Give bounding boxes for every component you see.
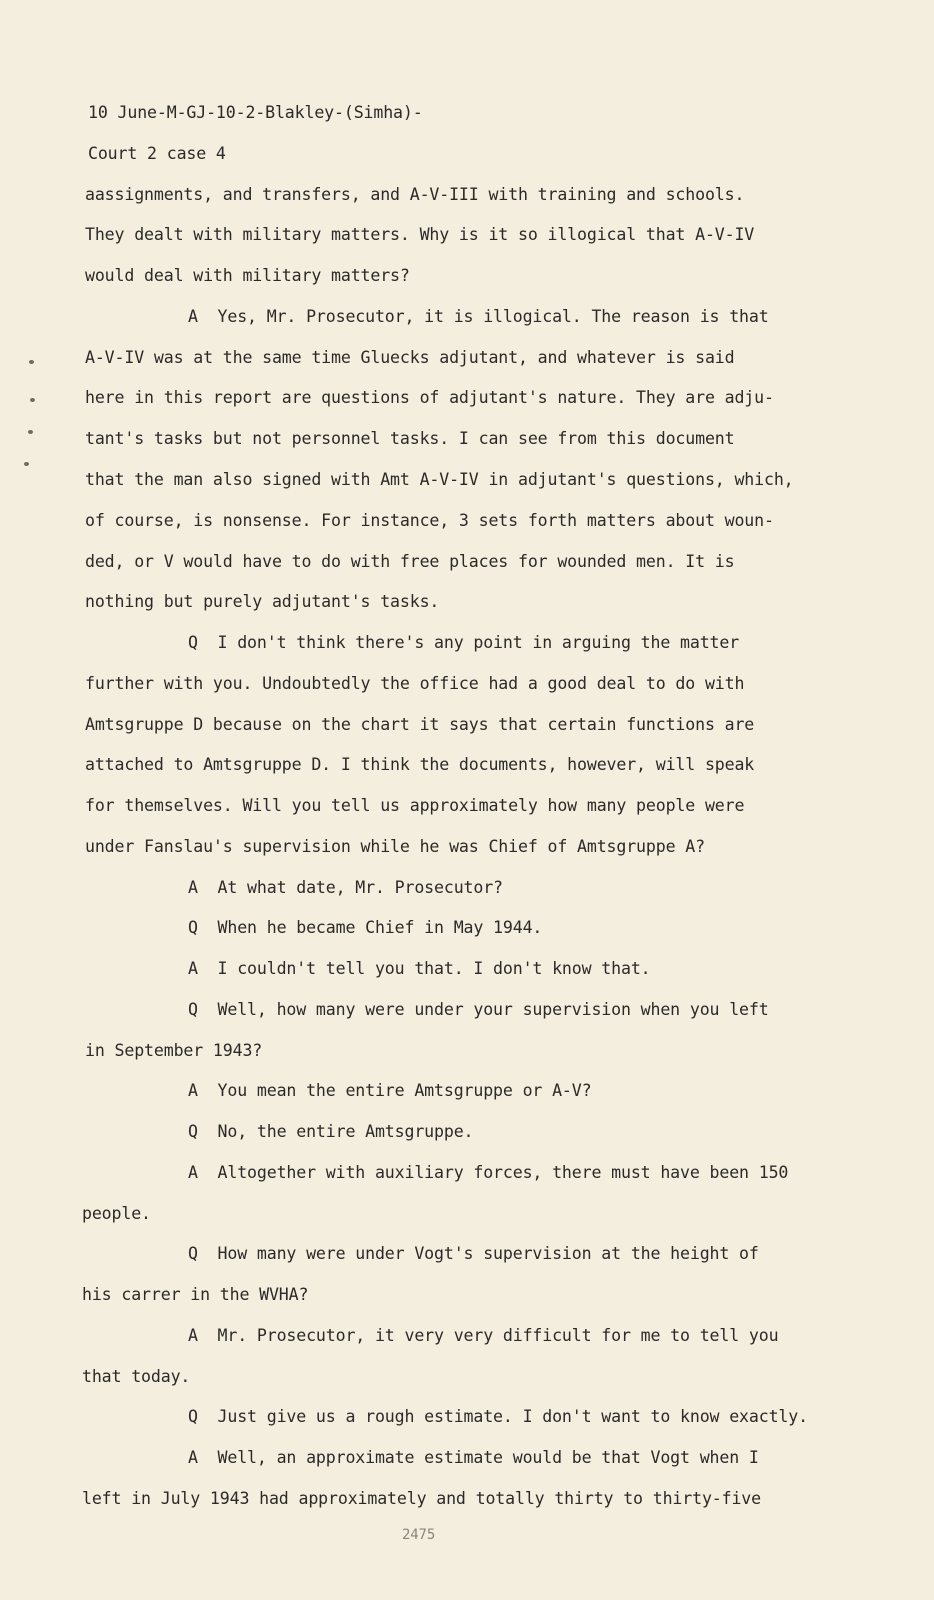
text-line: A I couldn't tell you that. I don't know that. (188, 959, 651, 978)
text-line: people. (82, 1204, 151, 1223)
punch-hole-mark (24, 462, 29, 466)
text-line: in September 1943? (85, 1041, 263, 1060)
text-line: A Yes, Mr. Prosecutor, it is illogical. The reason is that (188, 307, 769, 326)
text-line: attached to Amtsgruppe D. I think the documents, however, will speak (85, 755, 755, 774)
text-line: aassignments, and transfers, and A-V-III with training and schools. (85, 185, 745, 204)
page-number: 2475 (402, 1527, 436, 1543)
text-line: Q No, the entire Amtsgruppe. (188, 1122, 474, 1141)
text-line: A Mr. Prosecutor, it very very difficult for me to tell you (188, 1326, 779, 1345)
text-line: Q How many were under Vogt's supervision at the height of (188, 1244, 759, 1263)
text-line: Q When he became Chief in May 1944. (188, 918, 543, 937)
header-line-2: Court 2 case 4 (88, 144, 226, 163)
text-line: that the man also signed with Amt A-V-IV in adjutant's questions, which, (85, 470, 794, 489)
text-line: A-V-IV was at the same time Gluecks adjutant, and whatever is said (85, 348, 735, 367)
header-line-1: 10 June-M-GJ-10-2-Blakley-(Simha)- (88, 103, 423, 122)
text-line: tant's tasks but not personnel tasks. I can see from this document (85, 429, 735, 448)
text-line: Q Just give us a rough estimate. I don't want to know exactly. (188, 1407, 808, 1426)
text-line: A Well, an approximate estimate would be that Vogt when I (188, 1448, 759, 1467)
text-line: A Altogether with auxiliary forces, there must have been 150 (188, 1163, 789, 1182)
text-line: Q Well, how many were under your supervision when you left (188, 1000, 769, 1019)
text-line: Q I don't think there's any point in arguing the matter (188, 633, 740, 652)
text-line: left in July 1943 had approximately and totally thirty to thirty-five (82, 1489, 761, 1508)
text-line: Amtsgruppe D because on the chart it says that certain functions are (85, 715, 755, 734)
text-line: for themselves. Will you tell us approximately how many people were (85, 796, 745, 815)
text-line: A You mean the entire Amtsgruppe or A-V? (188, 1081, 592, 1100)
punch-hole-mark (29, 360, 34, 364)
text-line: would deal with military matters? (85, 266, 410, 285)
text-line: his carrer in the WVHA? (82, 1285, 309, 1304)
text-line: ded, or V would have to do with free places for wounded men. It is (85, 552, 735, 571)
text-line: further with you. Undoubtedly the office had a good deal to do with (85, 674, 745, 693)
text-line: of course, is nonsense. For instance, 3 sets forth matters about woun- (85, 511, 774, 530)
text-line: that today. (82, 1367, 191, 1386)
text-line: here in this report are questions of adjutant's nature. They are adju- (85, 388, 774, 407)
text-line: nothing but purely adjutant's tasks. (85, 592, 440, 611)
punch-hole-mark (28, 430, 33, 434)
text-line: A At what date, Mr. Prosecutor? (188, 878, 503, 897)
text-line: They dealt with military matters. Why is it so illogical that A-V-IV (85, 225, 755, 244)
text-line: under Fanslau's supervision while he was Chief of Amtsgruppe A? (85, 837, 705, 856)
punch-hole-mark (30, 398, 35, 402)
